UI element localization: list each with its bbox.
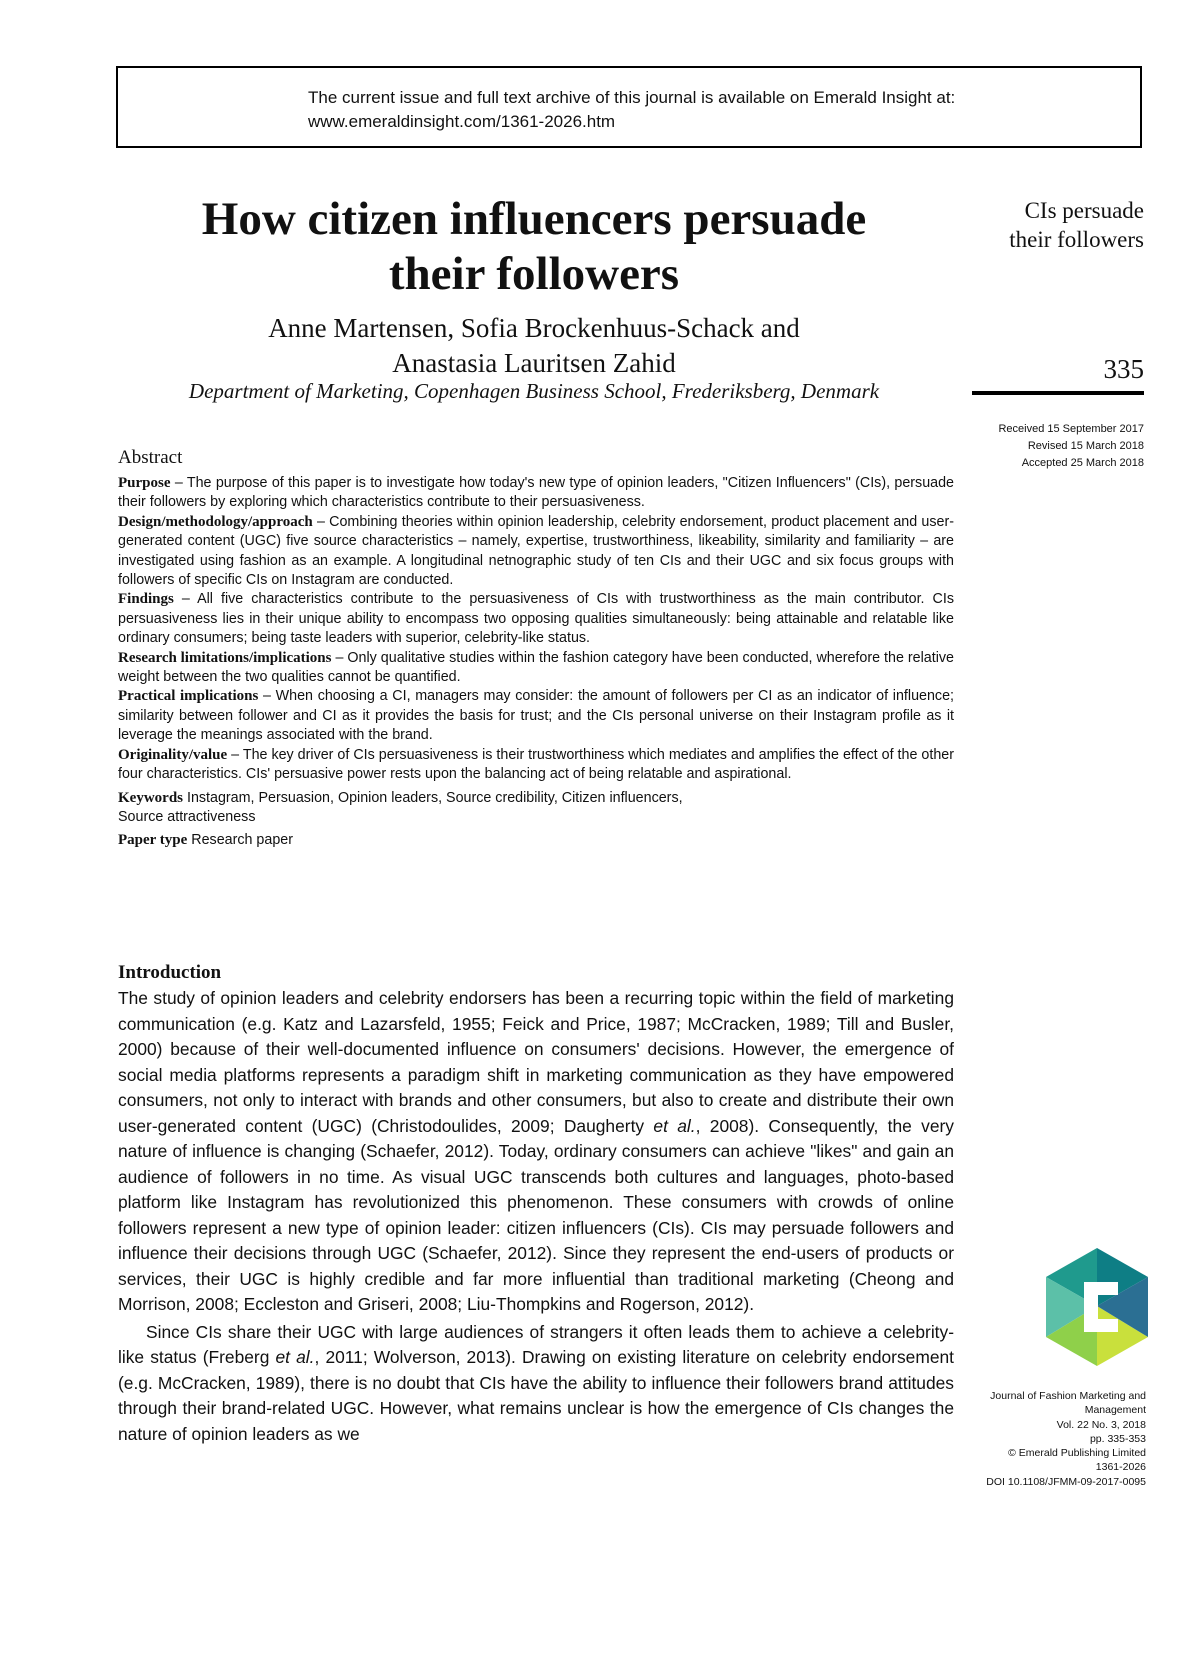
- abstract-heading: Abstract: [118, 447, 183, 468]
- italic-et-al: et al.: [275, 1347, 315, 1367]
- revised-date: Revised 15 March 2018: [1027, 440, 1144, 452]
- journal-name: Journal of Fashion Marketing and: [990, 1390, 1146, 1402]
- running-title-line-2: their followers: [1009, 227, 1144, 252]
- paragraph-text: The study of opinion leaders and celebrity endorsers has been a recurring topic within the field of marketing communication (e.g. Katz and Lazarsfeld, 1955; Feick and Price, 1987; McCracken, 1989; Till and Busler, 2000) because of their well-documented influence on consumers' decisions. However, the emergence of social media platforms represents a paradigm shift in marketing communication as they have empowered consumers, not only to interact with brands and other consumers, but also to create and distribute their own user-generated content (UGC) (Christodoulides, 2009; Daugherty: [118, 988, 954, 1136]
- authors-line-1: Anne Martensen, Sofia Brockenhuus-Schack and: [268, 313, 800, 343]
- doi-link[interactable]: DOI 10.1108/JFMM-09-2017-0095: [986, 1475, 1146, 1488]
- abstract-body: [118, 474, 954, 851]
- title-line-2: their followers: [388, 248, 680, 300]
- keywords: [118, 789, 954, 828]
- keywords-text-2: Source attractiveness: [118, 808, 256, 825]
- section-label: Purpose: [118, 475, 171, 491]
- page-number: 335: [1103, 354, 1144, 384]
- keywords-text: Instagram, Persuasion, Opinion leaders, Source credibility, Citizen influencers,: [183, 789, 683, 806]
- section-label: Design/methodology/approach: [118, 513, 313, 530]
- abstract-originality: [118, 746, 954, 785]
- journal-information: [960, 1389, 1146, 1489]
- intro-paragraph-2: [118, 1320, 954, 1448]
- author-list: [116, 311, 952, 381]
- section-text: – The purpose of this paper is to investigate how today's new type of opinion leaders, "Citizen Influencers" (CIs), persuade their followers by exploring which characteristics contribute to their persuasiveness.: [118, 475, 954, 511]
- section-label: Findings: [118, 591, 174, 608]
- running-title-line-1: CIs persuade: [1024, 198, 1144, 223]
- page-range: pp. 335-353: [1089, 1432, 1146, 1445]
- authors-line-2: Anastasia Lauritsen Zahid: [392, 348, 676, 378]
- copyright: © Emerald Publishing Limited: [1008, 1447, 1146, 1460]
- section-text: – Combining theories within opinion leadership, celebrity endorsement, product placement and user-generated content (UGC) five source characteristics – namely, expertise, trustworthiness, likeability, similarity and familiarity – are investigated using fashion as an example. A longitudinal netnographic study of ten CIs and their UGC and six focus groups with followers of specific CIs on Instagram are conducted.: [118, 513, 954, 589]
- paper-type-value: Research paper: [187, 832, 293, 849]
- issn: 1361-2026: [1095, 1461, 1146, 1474]
- introduction-heading: Introduction: [118, 962, 222, 983]
- intro-paragraph-1: [118, 986, 954, 1318]
- journal-name-2: Management: [1084, 1404, 1146, 1417]
- paper-title: [116, 192, 952, 302]
- abstract-limitations: [118, 649, 954, 688]
- page-number-rule: [972, 391, 1144, 395]
- section-text: – When choosing a CI, managers may consider: the amount of followers per CI as an indicator of influence; similarity between follower and CI as it provides the basis for trust; and the CIs personal universe on their Instagram profile as it leverage the meanings associated with the brand.: [118, 688, 954, 744]
- section-label: Research limitations/implications: [118, 649, 332, 666]
- italic-et-al: et al.: [653, 1115, 696, 1136]
- section-text: – Only qualitative studies within the fashion category have been conducted, wherefore the relative weight between the two qualities cannot be quantified.: [118, 649, 954, 686]
- journal-url-link[interactable]: www.emeraldinsight.com/1361-2026.htm: [308, 112, 616, 131]
- author-affiliation: Department of Marketing, Copenhagen Business School, Frederiksberg, Denmark: [188, 379, 880, 403]
- journal-access-notice: [116, 66, 1142, 148]
- notice-text: The current issue and full text archive of this journal is available on Emerald Insight at:: [308, 88, 956, 107]
- abstract-findings: [118, 590, 954, 648]
- section-text: – All five characteristics contribute to the persuasiveness of CIs with trustworthiness as the main contributor. CIs persuasiveness lies in their unique ability to encompass two opposing qualities simultaneously: being attainable and relatable like ordinary consumers; being taste leaders with superior, celebrity-like status.: [118, 591, 954, 647]
- volume-issue: Vol. 22 No. 3, 2018: [1056, 1418, 1146, 1431]
- paper-type: [118, 831, 954, 850]
- received-date: Received 15 September 2017: [998, 423, 1144, 435]
- submission-dates: [960, 421, 1144, 472]
- abstract-design: [118, 513, 954, 591]
- keywords-label: Keywords: [118, 789, 183, 806]
- running-title: [960, 196, 1144, 254]
- introduction-body: [118, 986, 954, 1447]
- paper-type-label: Paper type: [118, 832, 188, 849]
- section-text: – The key driver of CIs persuasiveness is their trustworthiness which mediates and amplifies the effect of the other four characteristics. CIs' persuasive power rests upon the balancing act of being relatable and aspirational.: [118, 746, 954, 783]
- accepted-date: Accepted 25 March 2018: [1021, 457, 1144, 469]
- paragraph-text: Since CIs share their UGC with large audiences of strangers it often leads them to achieve a celebrity-like status (Freberg: [118, 1321, 954, 1367]
- abstract-practical: [118, 687, 954, 745]
- abstract-purpose: [118, 474, 954, 513]
- section-label: Practical implications: [118, 688, 259, 705]
- section-label: Originality/value: [118, 746, 228, 763]
- title-line-1: How citizen influencers persuade: [201, 193, 867, 245]
- paragraph-text: , 2008). Consequently, the very nature of influence is changing (Schaefer, 2012). Today, ordinary consumers can achieve "likes" and gain an audience of followers in no time. As visual UGC transcends both cultures and languages, photo-based platform like Instagram has revolutionized this phenomenon. These consumers with crowds of online followers represent a new type of opinion leader: citizen influencers (CIs). CIs may persuade followers and influence their decisions through UGC (Schaefer, 2012). Since they represent the end-users of products or services, their UGC is highly credible and far more influential than traditional marketing (Cheong and Morrison, 2008; Eccleston and Griseri, 2008; Liu-Thompkins and Rogerson, 2012).: [118, 1115, 954, 1314]
- paragraph-text: , 2011; Wolverson, 2013). Drawing on existing literature on celebrity endorsement (e.g. McCracken, 1989), there is no doubt that CIs have the ability to influence their followers brand attitudes through their brand-related UGC. However, what remains unclear is how the emergence of CIs changes the nature of opinion leaders as we: [118, 1347, 955, 1444]
- emerald-logo-icon: [1046, 1248, 1148, 1366]
